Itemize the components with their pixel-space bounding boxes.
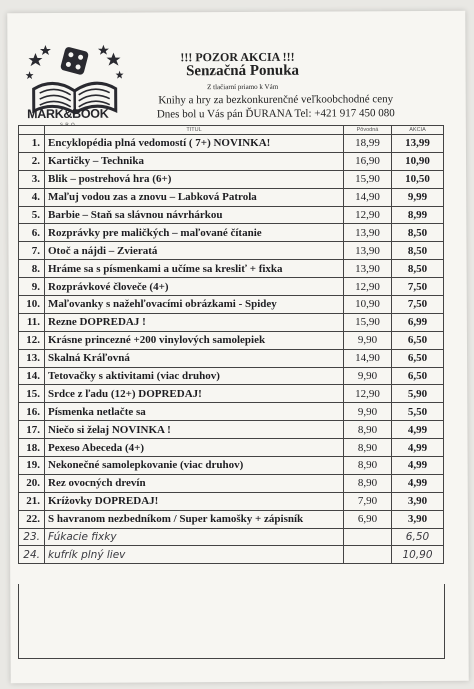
col-sale-price-header: AKCIA <box>392 126 444 135</box>
row-sale-price: 7,50 <box>392 278 444 296</box>
row-number: 17. <box>19 421 45 439</box>
row-title: Kartičky – Technika <box>45 152 344 170</box>
handwritten-row <box>19 528 444 546</box>
row-number: 13. <box>19 349 45 367</box>
table-row <box>19 260 444 278</box>
row-sale-price: 8,99 <box>392 206 444 224</box>
promo-alert: !!! POZOR AKCIA !!! <box>180 49 295 65</box>
row-title: Encyklopédia plná vedomostí ( 7+) NOVINKA! <box>45 135 344 153</box>
brand-suffix: S. R. O. <box>59 121 76 127</box>
empty-notes-area <box>18 584 445 659</box>
row-number: 4. <box>19 188 45 206</box>
row-original-price: 13,90 <box>344 242 392 260</box>
row-title: Hráme sa s písmenkami a učíme sa kresliť + fixka <box>45 260 344 278</box>
row-original-price <box>344 528 392 546</box>
table-row <box>19 439 444 457</box>
table-header-row <box>19 126 444 135</box>
table-row <box>19 224 444 242</box>
row-sale-price: 13,99 <box>392 135 444 153</box>
table-row <box>19 278 444 296</box>
row-number: 3. <box>19 170 45 188</box>
row-sale-price: 10,50 <box>392 170 444 188</box>
row-title: Tetovačky s aktivitami (viac druhov) <box>45 367 344 385</box>
row-number: 21. <box>19 492 45 510</box>
row-number: 8. <box>19 260 45 278</box>
row-number: 9. <box>19 278 45 296</box>
row-sale-price: 4,99 <box>392 421 444 439</box>
row-title: S havranom nezbedníkom / Super kamošky + zápisník <box>45 510 344 528</box>
row-sale-price: 4,99 <box>392 474 444 492</box>
col-original-price-header: Pôvodná <box>344 126 392 135</box>
row-title: Srdce z ľadu (12+) DOPREDAJ! <box>45 385 344 403</box>
row-number: 19. <box>19 457 45 475</box>
row-sale-price: 8,50 <box>392 260 444 278</box>
page-title: Senzačná Ponuka <box>186 62 300 80</box>
row-title: Rez ovocných drevín <box>45 474 344 492</box>
row-original-price: 12,90 <box>344 385 392 403</box>
row-original-price: 14,90 <box>344 188 392 206</box>
row-title: Rezne DOPREDAJ ! <box>45 313 344 331</box>
table-row <box>19 349 444 367</box>
row-number: 23. <box>19 528 45 546</box>
row-title: Niečo si želaj NOVINKA ! <box>45 421 344 439</box>
row-original-price: 9,90 <box>344 331 392 349</box>
row-number: 12. <box>19 331 45 349</box>
row-sale-price: 10,90 <box>392 546 444 564</box>
row-original-price <box>344 546 392 564</box>
row-title: Nekonečné samolepkovanie (viac druhov) <box>45 457 344 475</box>
table-row <box>19 367 444 385</box>
row-sale-price: 4,99 <box>392 457 444 475</box>
row-original-price: 9,90 <box>344 367 392 385</box>
row-number: 16. <box>19 403 45 421</box>
row-title: Fúkacie fixky <box>45 528 344 546</box>
row-sale-price: 5,50 <box>392 403 444 421</box>
row-title: Písmenka netlačte sa <box>45 403 344 421</box>
row-number: 2. <box>19 152 45 170</box>
row-sale-price: 3,90 <box>392 510 444 528</box>
row-original-price: 8,90 <box>344 421 392 439</box>
row-title: Krásne princezné +200 vinylových samolepiek <box>45 331 344 349</box>
row-number: 20. <box>19 474 45 492</box>
row-title: kufrík plný liev <box>45 546 344 564</box>
row-original-price: 12,90 <box>344 278 392 296</box>
row-title: Maľuj vodou zas a znovu – Labková Patrola <box>45 188 344 206</box>
row-title: Pexeso Abeceda (4+) <box>45 439 344 457</box>
row-title: Rozprávky pre maličkých – maľované čítanie <box>45 224 344 242</box>
col-number-header <box>19 126 45 135</box>
table-row <box>19 331 444 349</box>
row-original-price: 10,90 <box>344 296 392 314</box>
price-table <box>18 125 443 564</box>
tagline: Knihy a hry za bezkonkurenčné veľkoobchodné ceny <box>158 93 394 107</box>
row-original-price: 8,90 <box>344 457 392 475</box>
table-body <box>19 135 444 564</box>
table-row <box>19 152 444 170</box>
row-title: Kríżovky DOPREDAJ! <box>45 492 344 510</box>
row-sale-price: 10,90 <box>392 152 444 170</box>
row-number: 7. <box>19 242 45 260</box>
row-title: Rozprávkové človeče (4+) <box>45 278 344 296</box>
row-sale-price: 3,90 <box>392 492 444 510</box>
row-original-price: 12,90 <box>344 206 392 224</box>
row-original-price: 13,90 <box>344 260 392 278</box>
row-original-price: 18,99 <box>344 135 392 153</box>
row-title: Barbie – Staň sa slávnou návrhárkou <box>45 206 344 224</box>
table-row <box>19 457 444 475</box>
row-original-price: 7,90 <box>344 492 392 510</box>
table-row <box>19 474 444 492</box>
row-original-price: 8,90 <box>344 439 392 457</box>
row-sale-price: 7,50 <box>392 296 444 314</box>
row-number: 14. <box>19 367 45 385</box>
table-row <box>19 188 444 206</box>
row-sale-price: 6,50 <box>392 331 444 349</box>
table-row <box>19 403 444 421</box>
row-original-price: 9,90 <box>344 403 392 421</box>
row-sale-price: 6,50 <box>392 528 444 546</box>
row-title: Skalná Kráľovná <box>45 349 344 367</box>
row-sale-price: 6,99 <box>392 313 444 331</box>
row-sale-price: 5,90 <box>392 385 444 403</box>
row-sale-price: 8,50 <box>392 242 444 260</box>
table-row <box>19 135 444 153</box>
brand-name: MARK&BOOK <box>27 106 109 122</box>
row-title: Otoč a nájdi – Zvieratá <box>45 242 344 260</box>
handwritten-row <box>19 546 444 564</box>
row-title: Maľovanky s nažehľovacími obrázkami - Spidey <box>45 296 344 314</box>
row-number: 22. <box>19 510 45 528</box>
row-number: 24. <box>19 546 45 564</box>
subtitle-small: Z tlačiarní priamo k Vám <box>207 82 279 92</box>
table-row <box>19 421 444 439</box>
row-number: 15. <box>19 385 45 403</box>
row-original-price: 6,90 <box>344 510 392 528</box>
table-row <box>19 296 444 314</box>
row-number: 5. <box>19 206 45 224</box>
row-original-price: 15,90 <box>344 170 392 188</box>
table-row <box>19 492 444 510</box>
row-number: 18. <box>19 439 45 457</box>
table-row <box>19 242 444 260</box>
table-row <box>19 206 444 224</box>
sales-contact: Dnes bol u Vás pán ĎURANA Tel: +421 917 450 080 <box>156 107 395 121</box>
row-original-price: 15,90 <box>344 313 392 331</box>
row-title: Blik – postrehová hra (6+) <box>45 170 344 188</box>
row-sale-price: 9,99 <box>392 188 444 206</box>
row-number: 6. <box>19 224 45 242</box>
table-row <box>19 510 444 528</box>
row-sale-price: 6,50 <box>392 367 444 385</box>
row-number: 11. <box>19 313 45 331</box>
table-row <box>19 313 444 331</box>
row-sale-price: 6,50 <box>392 349 444 367</box>
row-number: 1. <box>19 135 45 153</box>
table-row <box>19 385 444 403</box>
row-sale-price: 8,50 <box>392 224 444 242</box>
row-original-price: 14,90 <box>344 349 392 367</box>
row-sale-price: 4,99 <box>392 439 444 457</box>
row-number: 10. <box>19 296 45 314</box>
row-original-price: 13,90 <box>344 224 392 242</box>
table-row <box>19 170 444 188</box>
row-original-price: 8,90 <box>344 474 392 492</box>
col-title-header: TITUL <box>45 126 344 135</box>
row-original-price: 16,90 <box>344 152 392 170</box>
